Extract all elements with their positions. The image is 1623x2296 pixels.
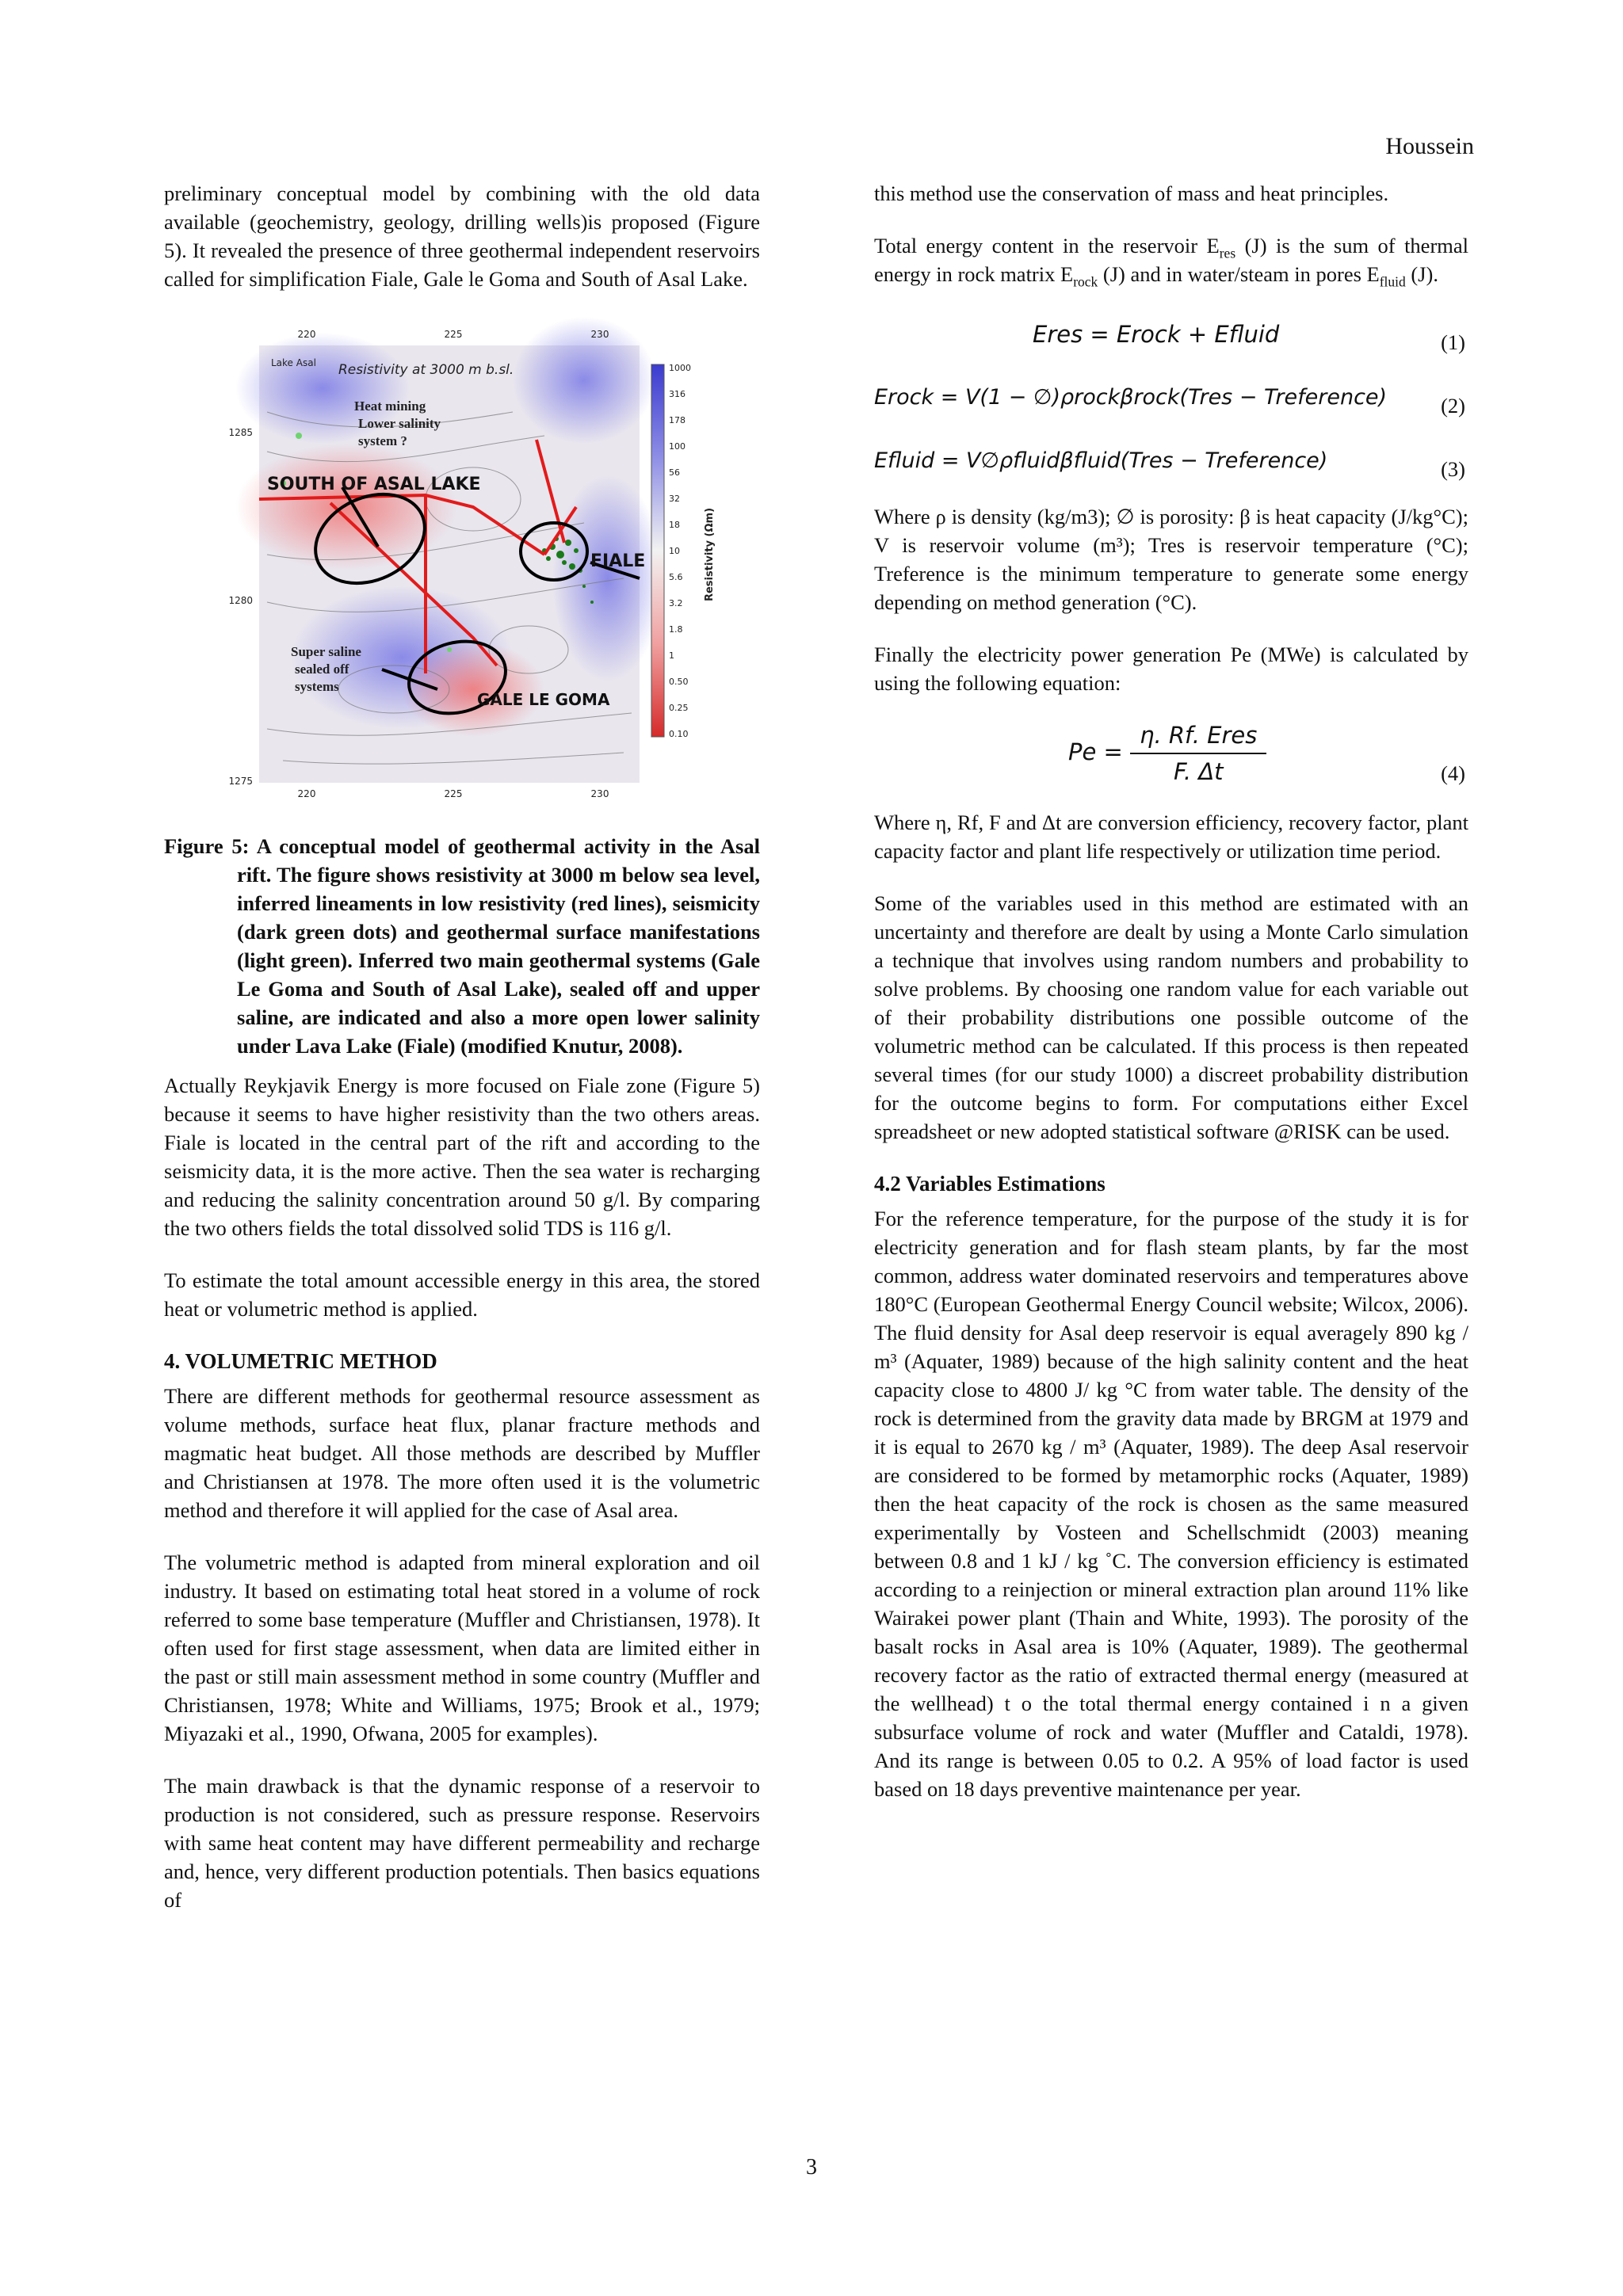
equation-number: (3) xyxy=(1441,457,1465,481)
note-systems: systems xyxy=(295,679,339,694)
colorbar-tick: 56 xyxy=(669,467,680,478)
colorbar-tick: 32 xyxy=(669,494,680,504)
lake-label: Lake Asal xyxy=(271,357,316,368)
bottom-tick: 220 xyxy=(297,788,316,799)
equation-fraction xyxy=(1130,721,1266,786)
subscript: rock xyxy=(1073,273,1098,290)
bottom-tick: 225 xyxy=(444,788,463,799)
running-header: Houssein xyxy=(1385,133,1474,159)
colorbar-tick: 0.10 xyxy=(669,729,689,739)
figure-caption xyxy=(164,832,760,1060)
paragraph: Where η, Rf, F and Δt are conversion efficiency, recovery factor, plant capacity factor and plant life respectively or utilization time period. xyxy=(874,810,1468,863)
note-system: system ? xyxy=(358,433,407,448)
paragraph: Where ρ is density (kg/m3); ∅ is porosity: β is heat capacity (J/kg°C); V is reservoir volume (m³); Tres is reservoir temperature (°C); Treference is the minimum temperature to generate some energy depending on method generation (°C). xyxy=(874,505,1468,614)
paragraph: Actually Reykjavik Energy is more focused on Fiale zone (Figure 5) because it seems to have higher resistivity than the two others areas. Fiale is located in the central part of the rift and according to the seismicity data, it is the more active. Then the sea water is recharging and reducing the salinity concentration around 50 g/l. By comparing the two others fields the total dissolved solid TDS is 116 g/l. xyxy=(164,1074,760,1240)
bottom-tick: 230 xyxy=(590,788,609,799)
colorbar-tick: 18 xyxy=(669,520,680,530)
note-sealed-off: sealed off xyxy=(295,662,349,677)
equation-2 xyxy=(874,376,1468,439)
colorbar-tick: 0.50 xyxy=(669,677,689,687)
left-tick: 1280 xyxy=(228,595,253,606)
colorbar-tick: 1 xyxy=(669,650,674,661)
map-title: Resistivity at 3000 m b.sl. xyxy=(338,362,514,378)
paragraph: Some of the variables used in this method are estimated with an uncertainty and therefore are dealt by using a Monte Carlo simulation a technique that involves using random numbers and probability to solve problems. By choosing one random value for each variable out of their probability distributions one possible outcome of the volumetric method can be calculated. If this process is then repeated several times (for our study 1000) a discreet probability distribution for the outcome begins to form. For computations either Excel spreadsheet or new adopted statistical software @RISK can be used. xyxy=(874,891,1468,1143)
fraction-denominator: F. Δt xyxy=(1173,758,1224,785)
colorbar-tick: 10 xyxy=(669,546,680,556)
right-column xyxy=(874,179,1468,1827)
paragraph: For the reference temperature, for the purpose of the study it is for electricity generation and for flash steam plants, by far the most common, address water dominated reservoirs and temperatures above 180°C (European Geothermal Energy Council website; Wilcox, 2006). The fluid density for Asal deep reservoir is equal averagely 890 kg / m³ (Aquater, 1989) because of the high salinity content and the heat capacity close to 4800 J/ kg °C from water table. The density of the rock is determined from the gravity data made by BRGM at 1979 and it is equal to 2670 kg / m³ (Aquater, 1989). The deep Asal reservoir are considered to be formed by metamorphic rocks (Aquater, 1989) then the heat capacity of the rock is chosen as the same measured experimentally by Vosteen and Schellschmidt (2003) meaning between 0.8 and 1 kJ / kg ˚C. The conversion efficiency is estimated according to a reinjection or mineral extraction plan around 11% like Wairakei power plant (Thain and White, 1993). The porosity of the basalt rocks in Asal area is 10% (Aquater, 1989). The geothermal recovery factor as the ratio of extracted thermal energy (measured at the wellhead) t o the total thermal energy contained i n a given subsurface volume of rock and water (Muffler and Cataldi, 1978). And its range is between 0.05 to 0.2. A 95% of load factor is used based on 18 days preventive maintenance per year. xyxy=(874,1207,1468,1801)
colorbar-tick: 178 xyxy=(669,415,685,425)
equation-body: Efluid = V∅ρfluidβfluid(Tres − Treference) xyxy=(874,448,1328,473)
section-heading: 4. VOLUMETRIC METHOD xyxy=(164,1349,437,1373)
paragraph: To estimate the total amount accessible energy in this area, the stored heat or volumetric method is applied. xyxy=(164,1268,760,1321)
colorbar-tick: 316 xyxy=(669,389,685,399)
fraction-numerator: η. Rf. Eres xyxy=(1130,721,1266,754)
text-run: (J). xyxy=(1405,262,1438,286)
top-tick: 220 xyxy=(297,329,316,340)
label-fiale: FIALE xyxy=(590,551,646,571)
label-south-of-asal-lake: SOUTH OF ASAL LAKE xyxy=(267,475,481,494)
section-heading: 4.2 Variables Estimations xyxy=(874,1172,1106,1196)
left-column xyxy=(164,179,760,1938)
equation-body: Eres = Erock + Efluid xyxy=(1033,321,1280,348)
note-super-saline: Super saline xyxy=(291,644,361,659)
colorbar-tick: 1000 xyxy=(669,363,691,373)
equation-1 xyxy=(874,312,1468,376)
equation-3 xyxy=(874,439,1468,502)
figure-5 xyxy=(212,317,735,808)
colorbar-tick: 0.25 xyxy=(669,703,689,713)
left-tick: 1275 xyxy=(228,776,253,787)
page-number: 3 xyxy=(806,2155,817,2180)
colorbar-tick: 1.8 xyxy=(669,624,683,635)
equation-number: (1) xyxy=(1441,330,1465,354)
left-tick: 1285 xyxy=(228,427,253,438)
paragraph: Finally the electricity power generation Pe (MWe) is calculated by using the following equation: xyxy=(874,643,1468,695)
subscript: res xyxy=(1219,245,1236,261)
paragraph: this method use the conservation of mass and heat principles. xyxy=(874,181,1389,205)
equation-number: (4) xyxy=(1441,761,1465,785)
paragraph: There are different methods for geothermal resource assessment as volume methods, surface heat flux, planar fracture methods and magmatic heat budget. All those methods are described by Muffler and Christiansen at 1978. The more often used it is the volumetric method and therefore it will applied for the case of Asal area. xyxy=(164,1384,760,1522)
paragraph: preliminary conceptual model by combining with the old data available (geochemistry, geology, drilling wells)is proposed (Figure 5). It revealed the presence of three geothermal independent reservoirs called for simplification Fiale, Gale le Goma and South of Asal Lake. xyxy=(164,181,760,291)
top-tick: 225 xyxy=(444,329,463,340)
top-tick: 230 xyxy=(590,329,609,340)
text-run: (J) and in water/steam in pores E xyxy=(1098,262,1380,286)
paragraph xyxy=(874,231,1468,288)
note-heat-mining: Heat mining xyxy=(354,399,426,414)
caption-text: A conceptual model of geothermal activity in the Asal rift. The figure shows resistivity at 3000 m below sea level, inferred lineaments in low resistivity (red lines), seismicity (dark green dots) and geothermal surface manifestations (light green). Inferred two main geothermal systems (Gale Le Goma and South of Asal Lake), sealed off and upper saline, are indicated and also a more open lower salinity under Lava Lake (Fiale) (modified Knutur, 2008). xyxy=(237,834,760,1058)
resistivity-map xyxy=(212,317,735,808)
equation-4 xyxy=(874,721,1468,808)
text-run: (J) is the sum of thermal energy in rock matrix E xyxy=(874,234,1469,286)
note-lower-salinity: Lower salinity xyxy=(358,416,441,431)
colorbar-tick: 5.6 xyxy=(669,572,683,582)
colorbar-label: Resistivity (Ωm) xyxy=(704,507,716,602)
paragraph: The main drawback is that the dynamic response of a reservoir to production is not considered, such as pressure response. Reservoirs with same heat content may have different permeability and recharge and, hence, very different production potentials. Then basics equations of xyxy=(164,1774,760,1912)
caption-label: Figure 5: xyxy=(164,834,250,858)
label-gale-le-goma: GALE LE GOMA xyxy=(477,690,610,709)
equation-lhs: Pe = xyxy=(1068,738,1123,765)
paragraph: The volumetric method is adapted from mineral exploration and oil industry. It based on estimating total heat stored in a volume of rock referred to some base temperature (Muffler and Christiansen, 1978). It often used for first stage assessment, when data are limited either in the past or still main assessment method in some country (Muffler and Christiansen, 1978; White and Williams, 1975; Brook et al., 1979; Miyazaki et al., 1990, Ofwana, 2005 for examples). xyxy=(164,1550,760,1745)
colorbar-tick: 3.2 xyxy=(669,598,683,608)
equation-body: Erock = V(1 − ∅)ρrockβrock(Tres − Treference) xyxy=(874,385,1388,410)
colorbar-tick: 100 xyxy=(669,441,685,452)
equation-number: (2) xyxy=(1441,394,1465,418)
colorbar xyxy=(651,364,664,737)
text-run: Total energy content in the reservoir E xyxy=(874,234,1220,257)
subscript: fluid xyxy=(1379,273,1406,290)
